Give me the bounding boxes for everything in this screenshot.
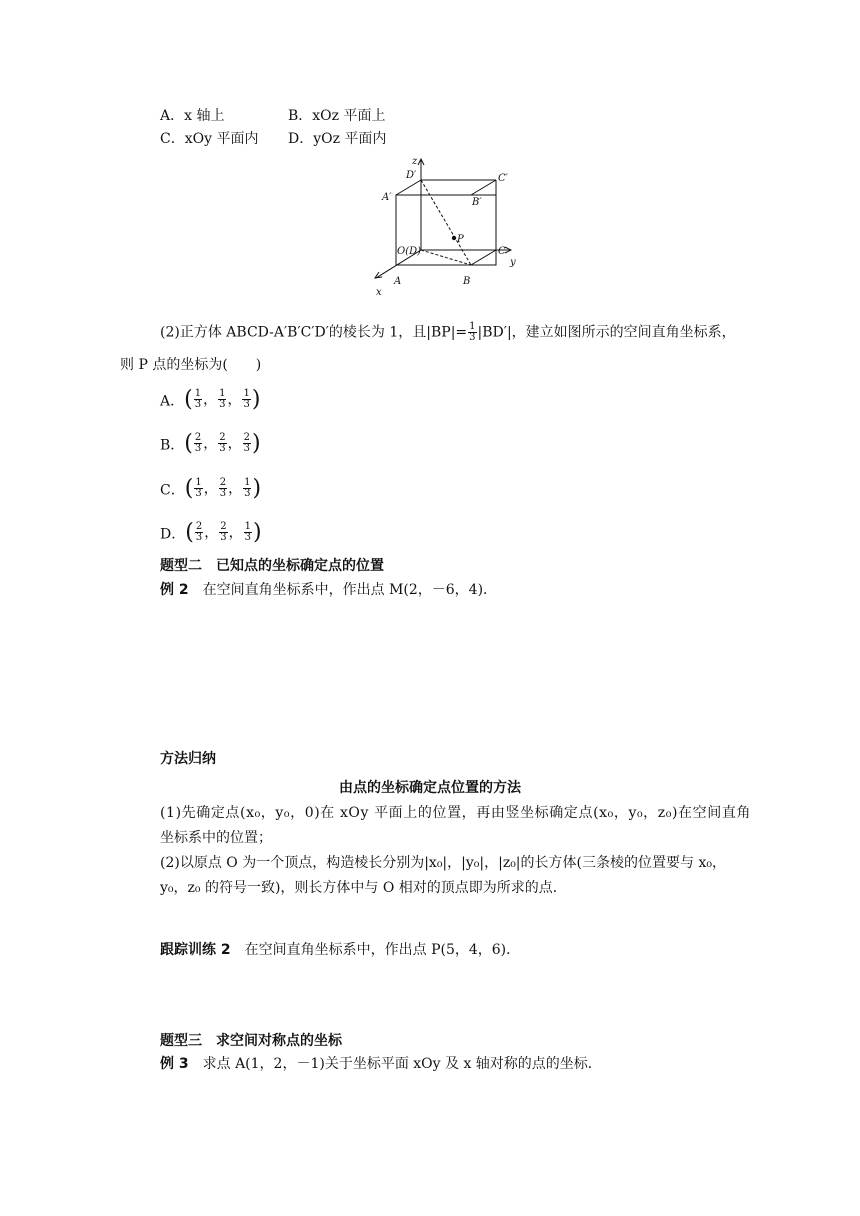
example2-text: 在空间直角坐标系中，作出点 M(2，－6，4)．	[202, 582, 498, 598]
method-p1-line1: (1)先确定点(x₀，y₀，0)在 xOy 平面上的位置，再由竖坐标确定点(x₀，y₀，z₀)在空间直角	[160, 805, 752, 821]
method-p2-line2: y₀，z₀ 的符号一致)，则长方体中与 O 相对的顶点即为所求的点．	[160, 880, 567, 896]
label-p: P	[457, 234, 464, 245]
example3	[160, 1055, 602, 1073]
example2	[160, 581, 497, 599]
point-p	[452, 236, 456, 240]
option-d: D．yOz 平面内	[288, 131, 387, 147]
method-p1-line2: 坐标系中的位置；	[160, 830, 272, 846]
label-o: O(D)	[397, 246, 422, 257]
label-cprime: C′	[498, 173, 508, 184]
q2-option-a: A． ( $\frac{1}{3}$ ， $\frac{1}{3}$ ， $\frac{1}{3}$ )	[160, 386, 261, 412]
option-a: A．x 轴上	[160, 108, 225, 124]
q2-stem-line2: 则 P 点的坐标为( )	[120, 357, 262, 373]
label-x: x	[376, 287, 382, 298]
cube-figure	[360, 150, 530, 300]
method-title: 由点的坐标确定点位置的方法	[339, 780, 521, 796]
label-a: A	[394, 276, 402, 287]
q2-option-d: D． ( $\frac{2}{3}$ ， $\frac{2}{3}$ ， $\frac{1}{3}$ )	[160, 519, 262, 545]
example2-label: 例 2	[160, 582, 189, 598]
label-dprime: D′	[406, 170, 417, 181]
section2-title: 题型二 已知点的坐标确定点的位置	[160, 558, 384, 574]
training2	[160, 941, 520, 959]
label-bprime: B′	[472, 197, 482, 208]
training2-text: 在空间直角坐标系中，作出点 P(5，4，6)．	[244, 942, 521, 958]
section3-title: 题型三 求空间对称点的坐标	[160, 1033, 342, 1049]
label-y: y	[510, 257, 516, 268]
label-z: z	[412, 156, 418, 167]
example3-text: 求点 A(1，2，－1)关于坐标平面 xOy 及 x 轴对称的点的坐标．	[202, 1056, 602, 1072]
label-c: C	[498, 246, 506, 257]
method-heading: 方法归纳	[160, 751, 216, 767]
option-b: B．xOz 平面上	[288, 108, 386, 124]
method-p2-line1: (2)以原点 O 为一个顶点，构造棱长分别为|x₀|，|y₀|，|z₀|的长方体(三条棱的位置要与 x₀，	[160, 855, 726, 871]
option-c: C．xOy 平面内	[160, 131, 259, 147]
label-aprime: A′	[382, 192, 392, 203]
fraction: $\frac{1}{3}$	[469, 321, 476, 343]
q2-option-c: C． ( $\frac{1}{3}$ ， $\frac{2}{3}$ ， $\frac{1}{3}$ )	[160, 475, 262, 501]
q2-option-b: B． ( $\frac{2}{3}$ ， $\frac{2}{3}$ ， $\frac{2}{3}$ )	[160, 430, 261, 456]
q2-stem-line1: (2)正方体 ABCD-A′B′C′D′的棱长为 1，且|BP|= $\frac{1}{3}$ |BD′|，建立如图所示的空间直角坐标系，	[160, 321, 736, 343]
example3-label: 例 3	[160, 1056, 189, 1072]
label-b: B	[463, 276, 471, 287]
training2-label: 跟踪训练 2	[160, 942, 231, 958]
